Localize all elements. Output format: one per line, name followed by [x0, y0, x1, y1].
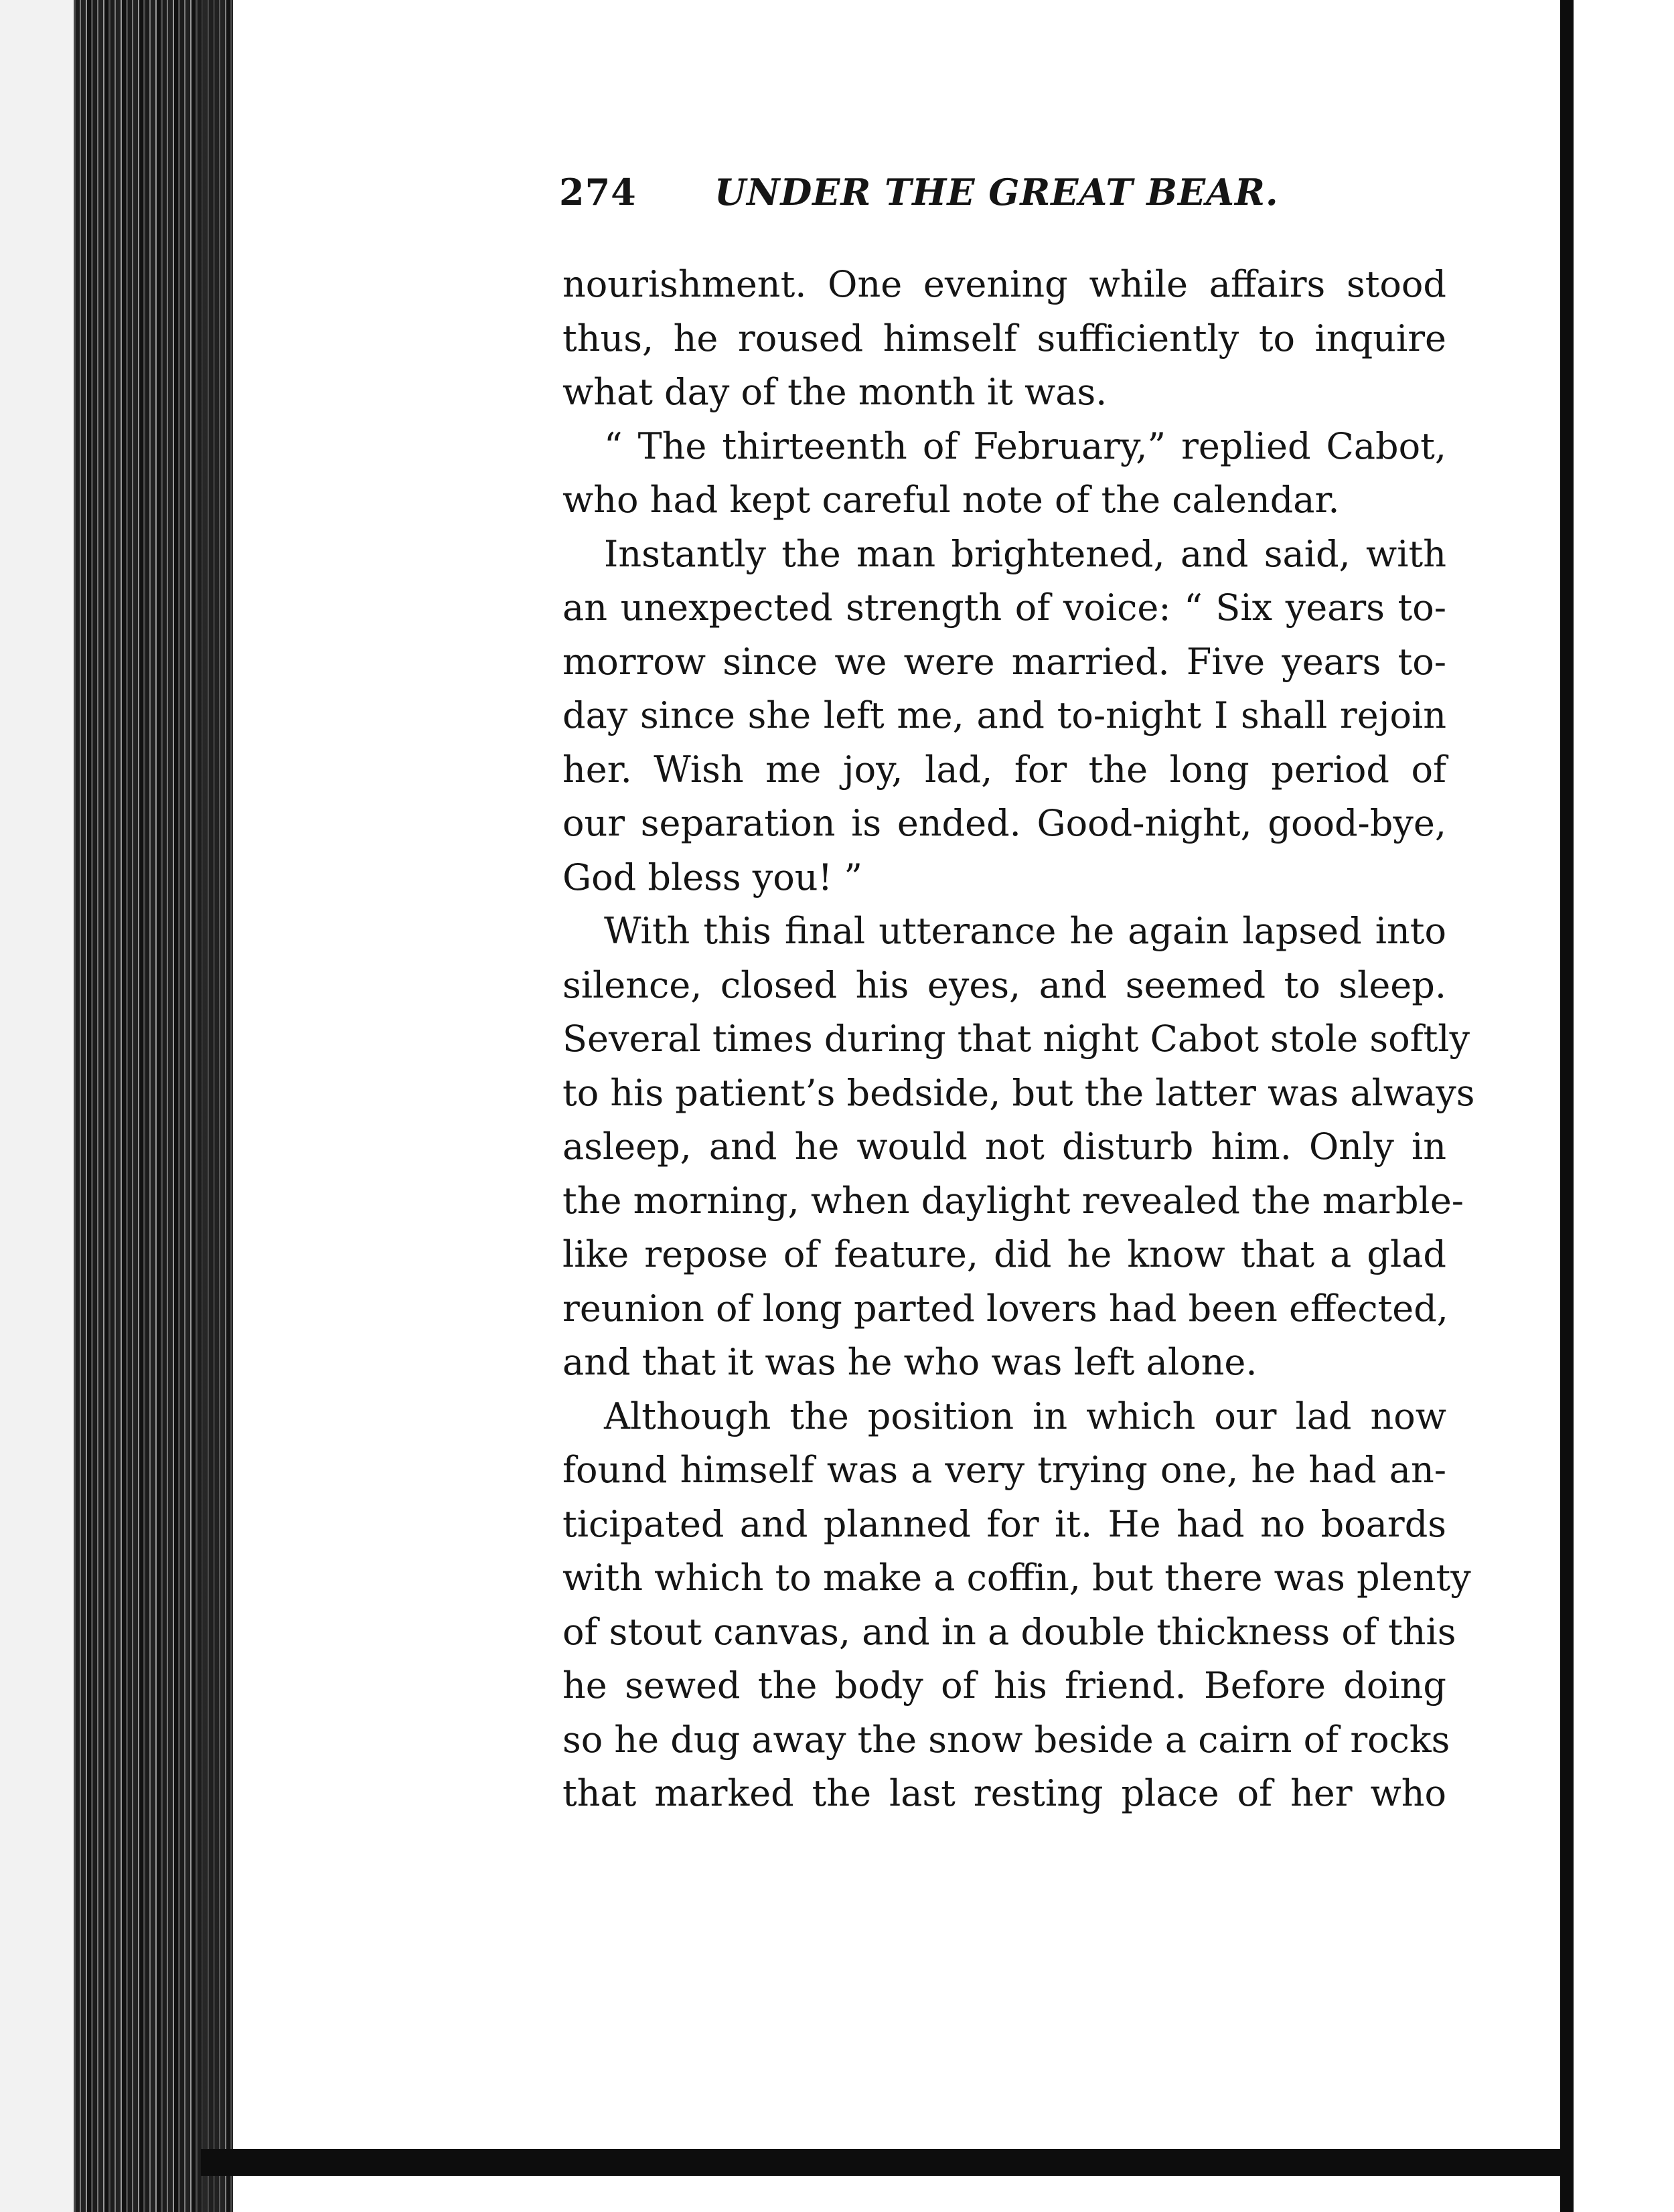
text-line: with which to make a coffin, but there was plenty — [562, 1557, 1471, 1599]
text-line: Although the position in which our lad now — [604, 1395, 1446, 1437]
text-line: an unexpected strength of voice: “ Six years to- — [562, 586, 1446, 629]
text-line: God bless you! ” — [562, 856, 863, 898]
text-line: morrow since we were married. Five years to- — [562, 640, 1446, 683]
text-line: Several times during that night Cabot stole softly — [562, 1018, 1470, 1060]
text-line: Instantly the man brightened, and said, with — [604, 532, 1446, 575]
text-line: ticipated and planned for it. He had no boards — [562, 1502, 1446, 1545]
text-line: nourishment. One evening while affairs stood — [562, 263, 1446, 305]
text-line: silence, closed his eyes, and seemed to sleep. — [562, 963, 1446, 1006]
gutter-shadow — [201, 0, 233, 2212]
text-line: reunion of long parted lovers had been effected, — [562, 1287, 1448, 1330]
text-line: day since she left me, and to-night I shall rejoin — [562, 694, 1446, 736]
page-bottom-edge — [201, 2149, 1574, 2176]
text-line: asleep, and he would not disturb him. Only in — [562, 1125, 1446, 1168]
running-head-title: UNDER THE GREAT BEAR. — [714, 171, 1279, 214]
text-line: our separation is ended. Good-night, good-bye, — [562, 802, 1446, 844]
text-line: and that it was he who was left alone. — [562, 1341, 1258, 1383]
text-line: found himself was a very trying one, he had an- — [562, 1449, 1446, 1491]
scan-right-margin — [1574, 0, 1674, 2212]
text-line: what day of the month it was. — [562, 371, 1108, 413]
text-line: who had kept careful note of the calendar. — [562, 479, 1340, 521]
running-head — [559, 171, 1309, 224]
text-line: he sewed the body of his friend. Before doing — [562, 1664, 1446, 1707]
facing-page-edge — [1560, 0, 1574, 2212]
text-line: her. Wish me joy, lad, for the long period of — [562, 748, 1446, 791]
scan-left-margin — [0, 0, 74, 2212]
text-line: to his patient’s bedside, but the latter was always — [562, 1071, 1475, 1114]
text-line: like repose of feature, did he know that a glad — [562, 1233, 1446, 1275]
text-line: so he dug away the snow beside a cairn of rocks — [562, 1718, 1450, 1761]
text-line: “ The thirteenth of February,” replied Cabot, — [604, 424, 1446, 467]
text-line: With this final utterance he again lapsed into — [604, 910, 1446, 952]
text-line: the morning, when daylight revealed the marble- — [562, 1179, 1464, 1222]
text-line: thus, he roused himself sufficiently to inquire — [562, 317, 1446, 360]
text-line: of stout canvas, and in a double thickness of this — [562, 1610, 1456, 1653]
text-line: that marked the last resting place of her who — [562, 1772, 1446, 1814]
page-number: 274 — [559, 171, 637, 214]
body-text — [562, 258, 1475, 1821]
